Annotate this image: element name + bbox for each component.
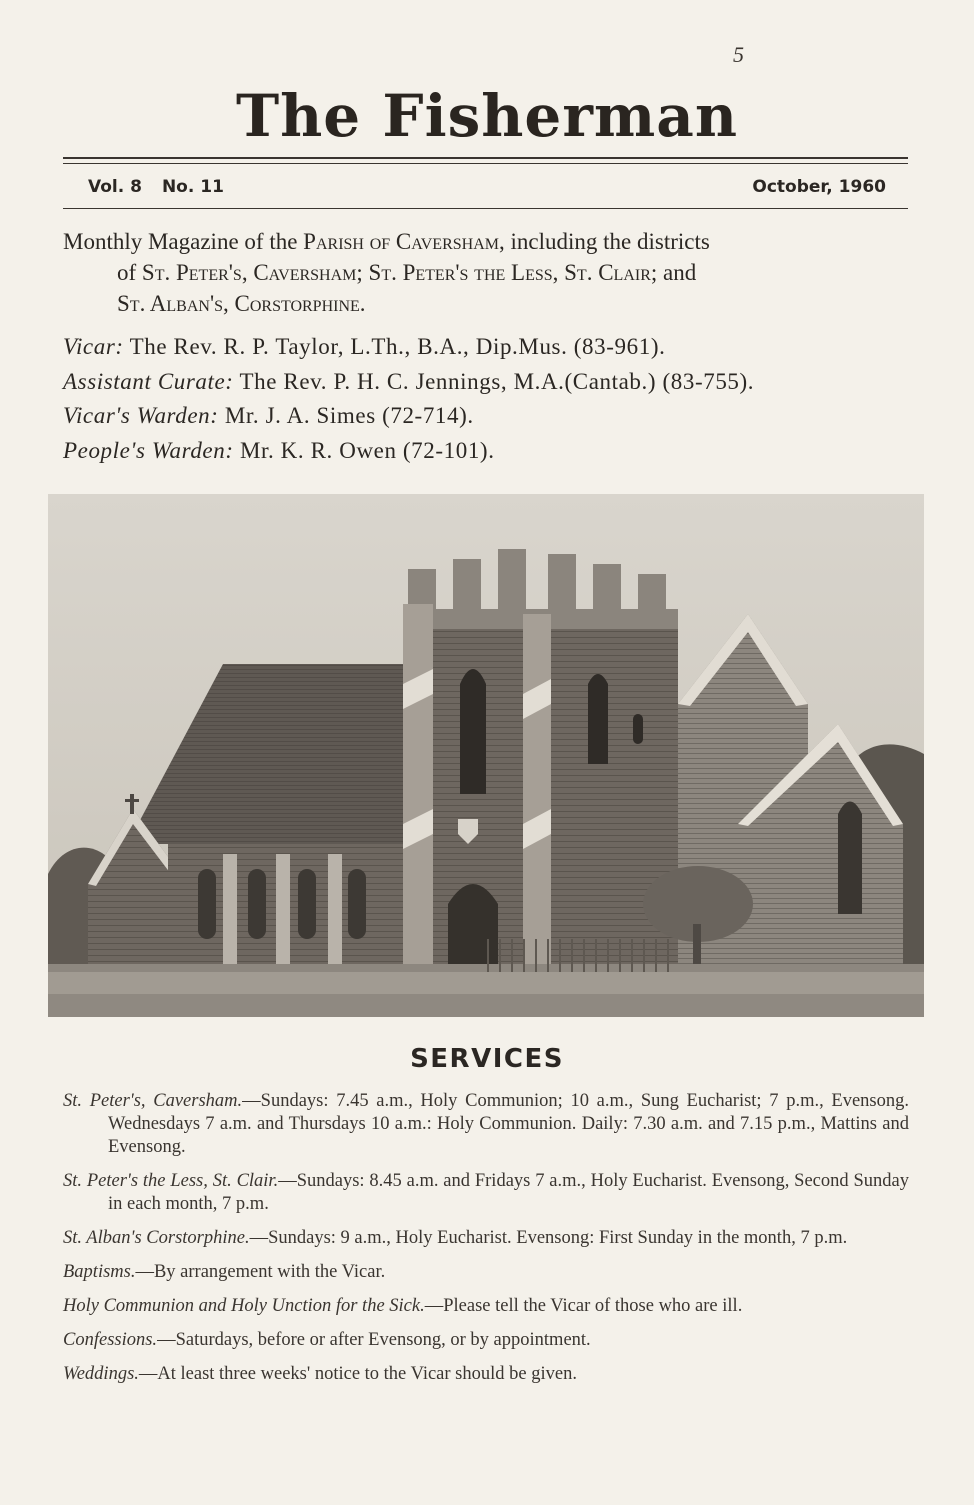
note-text: —By arrangement with the Vicar. [135, 1262, 386, 1282]
service-note [63, 1363, 909, 1386]
note-text: —Saturdays, before or after Evensong, or by appointment. [157, 1330, 591, 1350]
issue-rule [63, 208, 908, 209]
officer-role: Vicar: [63, 334, 124, 359]
church-photo [48, 494, 924, 1017]
officer-role: Vicar's Warden: [63, 403, 219, 428]
intro-district: St. Peter's the Less, St. Clair; [368, 260, 658, 285]
service-note [63, 1295, 909, 1318]
magazine-intro [63, 226, 909, 319]
issue-date: October, 1960 [752, 177, 886, 197]
officer-role: Assistant Curate: [63, 368, 234, 394]
service-entry [63, 1227, 909, 1250]
officer-assistant-curate [63, 365, 923, 400]
service-entry [63, 1090, 909, 1159]
officer-peoples-warden [63, 434, 923, 469]
officer-details: Mr. J. A. Simes (72-714). [218, 403, 474, 428]
service-church: St. Peter's, Caversham. [63, 1091, 243, 1111]
officer-details: The Rev. P. H. C. Jennings, M.A.(Cantab.) (83-755). [233, 368, 755, 394]
service-church: St. Peter's the Less, St. Clair. [63, 1171, 279, 1191]
issue-line [88, 177, 886, 197]
officer-details: Mr. K. R. Owen (72-101). [233, 437, 495, 463]
officer-role: People's Warden: [63, 437, 234, 463]
service-times: —Sundays: 9 a.m., Holy Eucharist. Evensong: First Sunday in the month, 7 p.m. [249, 1228, 848, 1248]
service-entry [63, 1170, 909, 1216]
note-heading: Holy Communion and Holy Unction for the Sick. [63, 1296, 425, 1316]
parish-officers [63, 330, 923, 468]
officer-vicar [63, 330, 923, 365]
service-times: —Sundays: 7.45 a.m., Holy Communion; 10 a.m., Sung Eucharist; 7 p.m., Evensong. Wednesdays 7 a.m. and Thursdays 10 a.m.: Holy Communion. Daily: 7.30 a.m. and 7.15 p.m., Mattins and Evensong. [108, 1091, 909, 1157]
page-corner-mark: 5 [733, 42, 744, 67]
service-note [63, 1329, 909, 1352]
issue-volume: Vol. 8 [88, 177, 142, 197]
service-times: —Sundays: 8.45 a.m. and Fridays 7 a.m., Holy Eucharist. Evensong, Second Sunday in each month, 7 p.m. [108, 1171, 909, 1214]
masthead-rule-thin [63, 163, 908, 164]
service-note [63, 1261, 909, 1284]
services-heading: SERVICES [410, 1044, 564, 1074]
note-heading: Weddings. [63, 1364, 139, 1384]
masthead-rule [63, 157, 908, 159]
intro-text: , including the districts [499, 229, 710, 254]
note-heading: Baptisms. [63, 1262, 136, 1282]
issue-number: No. 11 [161, 177, 224, 197]
services-list [63, 1090, 909, 1397]
issue-volume-number [88, 177, 244, 197]
note-text: —At least three weeks' notice to the Vicar should be given. [138, 1364, 577, 1384]
intro-parish: Parish of Caversham [303, 229, 499, 254]
intro-text: Monthly Magazine of the [63, 229, 304, 254]
intro-district: St. Peter's, Caversham; [141, 260, 363, 285]
service-church: St. Alban's Corstorphine. [63, 1228, 250, 1248]
masthead-title: The Fisherman [235, 82, 739, 150]
intro-district: St. Alban's, Corstorphine. [117, 291, 366, 316]
note-heading: Confessions. [63, 1330, 158, 1350]
intro-text: of [117, 260, 142, 285]
intro-text: and [657, 260, 697, 285]
officer-vicars-warden [63, 399, 923, 434]
note-text: —Please tell the Vicar of those who are ill. [424, 1296, 743, 1316]
officer-details: The Rev. R. P. Taylor, L.Th., B.A., Dip.Mus. (83-961). [123, 334, 666, 359]
